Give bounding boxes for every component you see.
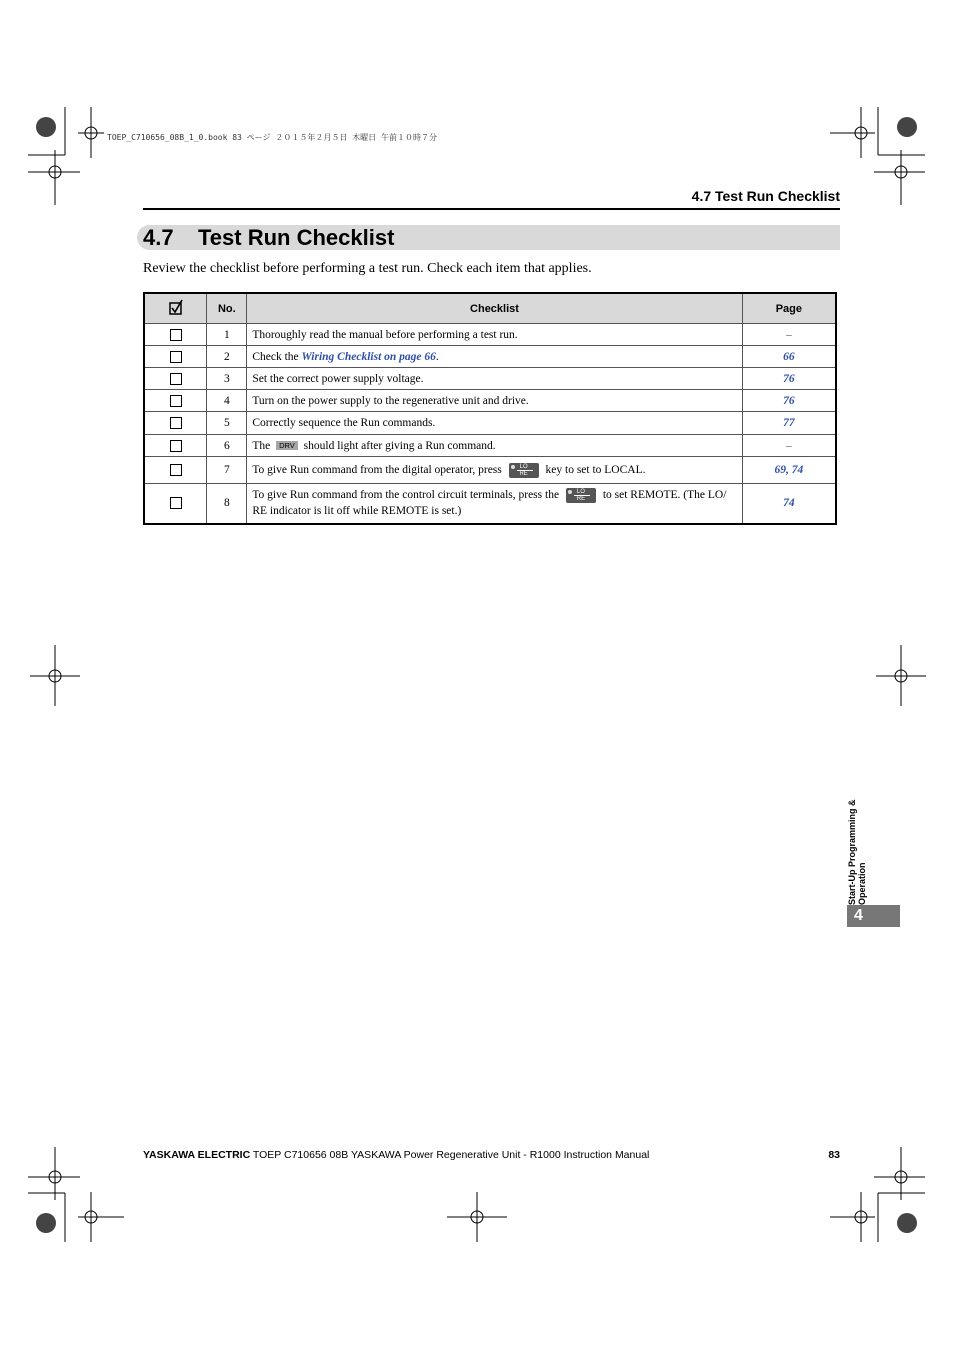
row-number: 1 — [207, 324, 247, 346]
row-page-link[interactable]: 74 — [742, 484, 836, 524]
print-info: TOEP_C710656_08B_1_0.book 83 ページ ２０１５年２月５日 木曜日 午前１０時７分 — [107, 133, 437, 142]
table-row — [144, 346, 836, 368]
checkbox-item-2[interactable] — [170, 351, 182, 363]
table-header-row — [144, 293, 836, 324]
chapter-tab[interactable]: 4 — [847, 905, 900, 927]
page-number: 83 — [828, 1149, 840, 1161]
lo-re-key-icon: $\frac{LO}{RE}$ — [566, 488, 596, 503]
page-column-header: Page — [742, 293, 836, 324]
row-text: To give Run command from the control circuit terminals, press the $\frac{LO}{RE}$ to set REMOTE. (The LO/ RE indicator is lit off while REMOTE is set.) — [247, 484, 742, 524]
chapter-side-label: Start-Up Programming & Operation — [847, 799, 867, 905]
row-text: Check the Wiring Checklist on page 66. — [247, 346, 742, 368]
running-header: 4.7 Test Run Checklist — [143, 186, 840, 210]
row-page-link[interactable]: 66 — [742, 346, 836, 368]
row-page: – — [742, 324, 836, 346]
section-title-text: Test Run Checklist — [198, 225, 395, 250]
row-number: 6 — [207, 435, 247, 457]
row-text: Thoroughly read the manual before performing a test run. — [247, 324, 742, 346]
checked-box-icon — [168, 299, 184, 315]
row-page-link[interactable]: 76 — [742, 390, 836, 412]
table-row — [144, 390, 836, 412]
check-column-header — [144, 293, 207, 324]
drv-indicator-icon: DRV — [276, 441, 298, 450]
table-row — [144, 412, 836, 435]
wiring-checklist-link[interactable]: Wiring Checklist on page 66 — [301, 350, 436, 363]
row-page: – — [742, 435, 836, 457]
row-page-link[interactable]: 69, 74 — [742, 457, 836, 484]
row-page-link[interactable]: 76 — [742, 368, 836, 390]
lo-re-key-icon: $\frac{LO}{RE}$ — [509, 463, 539, 478]
page-footer — [143, 1149, 840, 1161]
row-number: 3 — [207, 368, 247, 390]
no-column-header: No. — [207, 293, 247, 324]
checkbox-item-6[interactable] — [170, 440, 182, 452]
table-row — [144, 324, 836, 346]
section-number: 4.7 — [143, 225, 174, 250]
row-number: 5 — [207, 412, 247, 435]
row-number: 2 — [207, 346, 247, 368]
section-title — [137, 225, 840, 250]
table-row — [144, 457, 836, 484]
row-text: Set the correct power supply voltage. — [247, 368, 742, 390]
row-text: Turn on the power supply to the regenerative unit and drive. — [247, 390, 742, 412]
footer-brand: YASKAWA ELECTRIC — [143, 1149, 251, 1161]
checkbox-item-1[interactable] — [170, 329, 182, 341]
checkbox-item-4[interactable] — [170, 395, 182, 407]
row-number: 4 — [207, 390, 247, 412]
checkbox-item-5[interactable] — [170, 417, 182, 429]
checklist-column-header: Checklist — [247, 293, 742, 324]
checkbox-item-8[interactable] — [170, 497, 182, 509]
intro-text: Review the checklist before performing a test run. Check each item that applies. — [143, 261, 592, 276]
row-number: 7 — [207, 457, 247, 484]
table-row — [144, 368, 836, 390]
table-row — [144, 484, 836, 524]
checkbox-item-7[interactable] — [170, 464, 182, 476]
footer-text: TOEP C710656 08B YASKAWA Power Regenerative Unit - R1000 Instruction Manual — [250, 1149, 650, 1161]
row-page-link[interactable]: 77 — [742, 412, 836, 435]
row-text: To give Run command from the digital operator, press $\frac{LO}{RE}$ key to set to LOCAL. — [247, 457, 742, 484]
row-text: Correctly sequence the Run commands. — [247, 412, 742, 435]
checkbox-item-3[interactable] — [170, 373, 182, 385]
checklist-table — [143, 292, 837, 525]
row-text: The DRV should light after giving a Run command. — [247, 435, 742, 457]
table-row — [144, 435, 836, 457]
row-number: 8 — [207, 484, 247, 524]
